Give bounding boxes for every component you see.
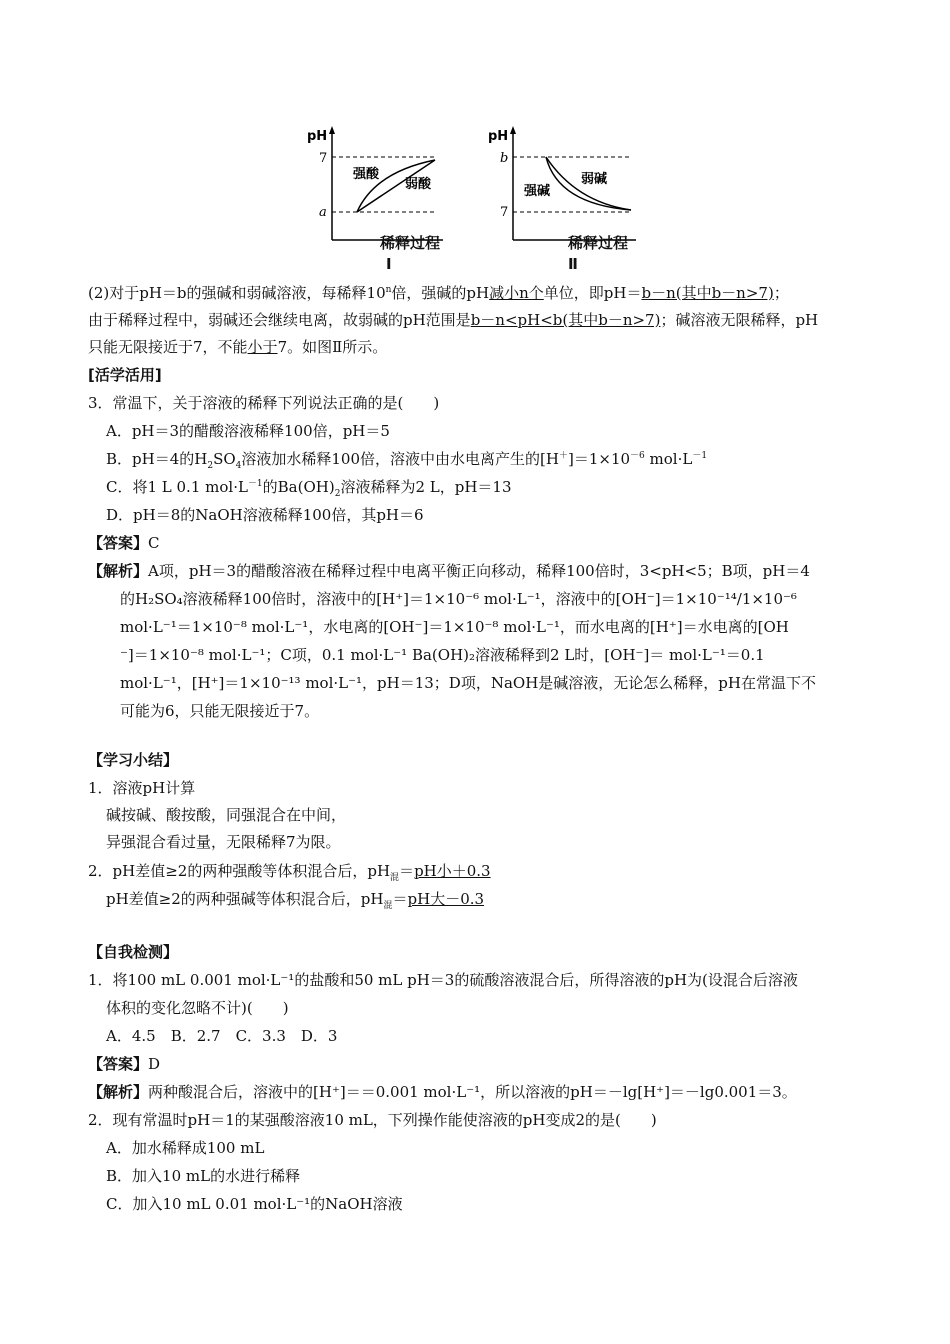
section-heading-practice: [活学活用] [88,366,162,384]
y-axis-arrow [510,126,516,134]
paragraph-line: (2)对于pH＝b的强碱和弱碱溶液，每稀释10$^n$倍，强碱的pH减小n个单位，即pH＝b－n(其中b－n>7)； [88,284,789,302]
y-bottom-label: a [319,205,327,220]
section-heading-selfcheck: 【自我检测】 [88,943,179,961]
strong-acid-label: 强酸 [353,167,380,182]
option-c: C．将1 L 0.1 $mol\cdot L^{-1}$的$Ba(OH)_2$溶液稀释为2 L，pH＝13 [106,478,512,499]
question-1-cont: 体积的变化忽略不计)( ) [106,999,289,1017]
y-bottom-label: 7 [500,205,509,220]
summary-item: 1．溶液pH计算 [88,779,196,797]
explanation-line: mol·L⁻¹，[H⁺]＝1×10⁻¹³ mol·L⁻¹，pH＝13；D项，NaOH是碱溶液，无论怎么稀释，pH在常温下不 [120,674,816,692]
option-c: C．加入10 mL 0.01 mol·L⁻¹的NaOH溶液 [106,1195,403,1213]
option-a: A．pH＝3的醋酸溶液稀释100倍，pH＝5 [106,422,390,440]
explanation-line: 【解析】两种酸混合后，溶液中的[H⁺]＝＝0.001 mol·L⁻¹，所以溶液的pH＝－lg[H⁺]＝－lg0.001＝3。 [88,1083,797,1101]
explanation-line: mol·L⁻¹＝1×10⁻⁸ mol·L⁻¹，水电离的[OH⁻]＝1×10⁻⁸ mol·L⁻¹，而水电离的[H⁺]＝水电离的[OH [120,618,789,636]
section-heading-summary: 【学习小结】 [88,751,179,769]
answer-line: 【答案】D [88,1055,161,1073]
option-b: B．加入10 mL的水进行稀释 [106,1167,301,1185]
option-b: B．pH＝4的$H_2SO_4$溶液加水稀释100倍，溶液中由水电离产生的$[H^+]=1\times 10^{-6}$ $mol\cdot L^{-1}$ [106,450,708,471]
question-2: 2．现有常温时pH＝1的某强酸溶液10 mL，下列操作能使溶液的pH变成2的是( ) [88,1111,657,1129]
strong-base-label: 强碱 [524,184,551,199]
summary-text: 异强混合看过量，无限稀释7为限。 [106,833,341,851]
y-top-label: b [500,151,509,166]
summary-item: pH差值≥2的两种强碱等体积混合后，$pH_混=pH$大－0.3 [106,890,485,911]
summary-text: 碱按碱、酸按酸，同强混合在中间， [106,806,347,824]
question-1: 1．将100 mL 0.001 mol·L⁻¹的盐酸和50 mL pH＝3的硫酸溶液混合后，所得溶液的pH为(设混合后溶液 [88,971,798,989]
summary-item: 2．pH差值≥2的两种强酸等体积混合后，$pH_混=pH$小＋0.3 [88,862,491,883]
weak-base-label: 弱碱 [581,172,608,187]
explanation-line: ⁻]＝1×10⁻⁸ mol·L⁻¹；C项，0.1 mol·L⁻¹ Ba(OH)₂溶液稀释到2 L时，[OH⁻]＝ mol·L⁻¹＝0.1 [120,646,765,664]
option-a: A．加水稀释成100 mL [106,1139,265,1157]
paragraph-line: 只能无限接近于7，不能小于7。如图Ⅱ所示。 [88,338,388,356]
y-axis-label: pH [488,129,509,144]
weak-acid-label: 弱酸 [405,177,432,192]
question-3: 3．常温下，关于溶液的稀释下列说法正确的是( ) [88,394,440,412]
caption-fig1: Ⅰ [386,255,392,273]
x-axis-label-fig1: 稀释过程 [380,234,441,252]
y-axis-arrow [329,126,335,134]
explanation-line: 【解析】A项，pH＝3的醋酸溶液在稀释过程中电离平衡正向移动，稀释100倍时，3<pH<5；B项，pH＝4 [88,562,810,580]
question-1-options: A．4.5 B．2.7 C．3.3 D．3 [106,1027,338,1045]
explanation-line: 的H₂SO₄溶液稀释100倍时，溶液中的[H⁺]＝1×10⁻⁶ mol·L⁻¹，溶液中的[OH⁻]＝1×10⁻¹⁴/1×10⁻⁶ [120,590,797,608]
paragraph-line: 由于稀释过程中，弱碱还会继续电离，故弱碱的pH范围是b－n<pH<b(其中b－n>7)；碱溶液无限稀释，pH [88,311,819,329]
caption-fig2: Ⅱ [568,255,578,273]
x-axis-label-fig2: 稀释过程 [568,234,629,252]
explanation-line: 可能为6，只能无限接近于7。 [120,702,320,720]
y-top-label: 7 [319,151,328,166]
option-d: D．pH＝8的NaOH溶液稀释100倍，其pH＝6 [106,506,424,524]
y-axis-label: pH [307,129,328,144]
answer-line: 【答案】C [88,534,160,552]
